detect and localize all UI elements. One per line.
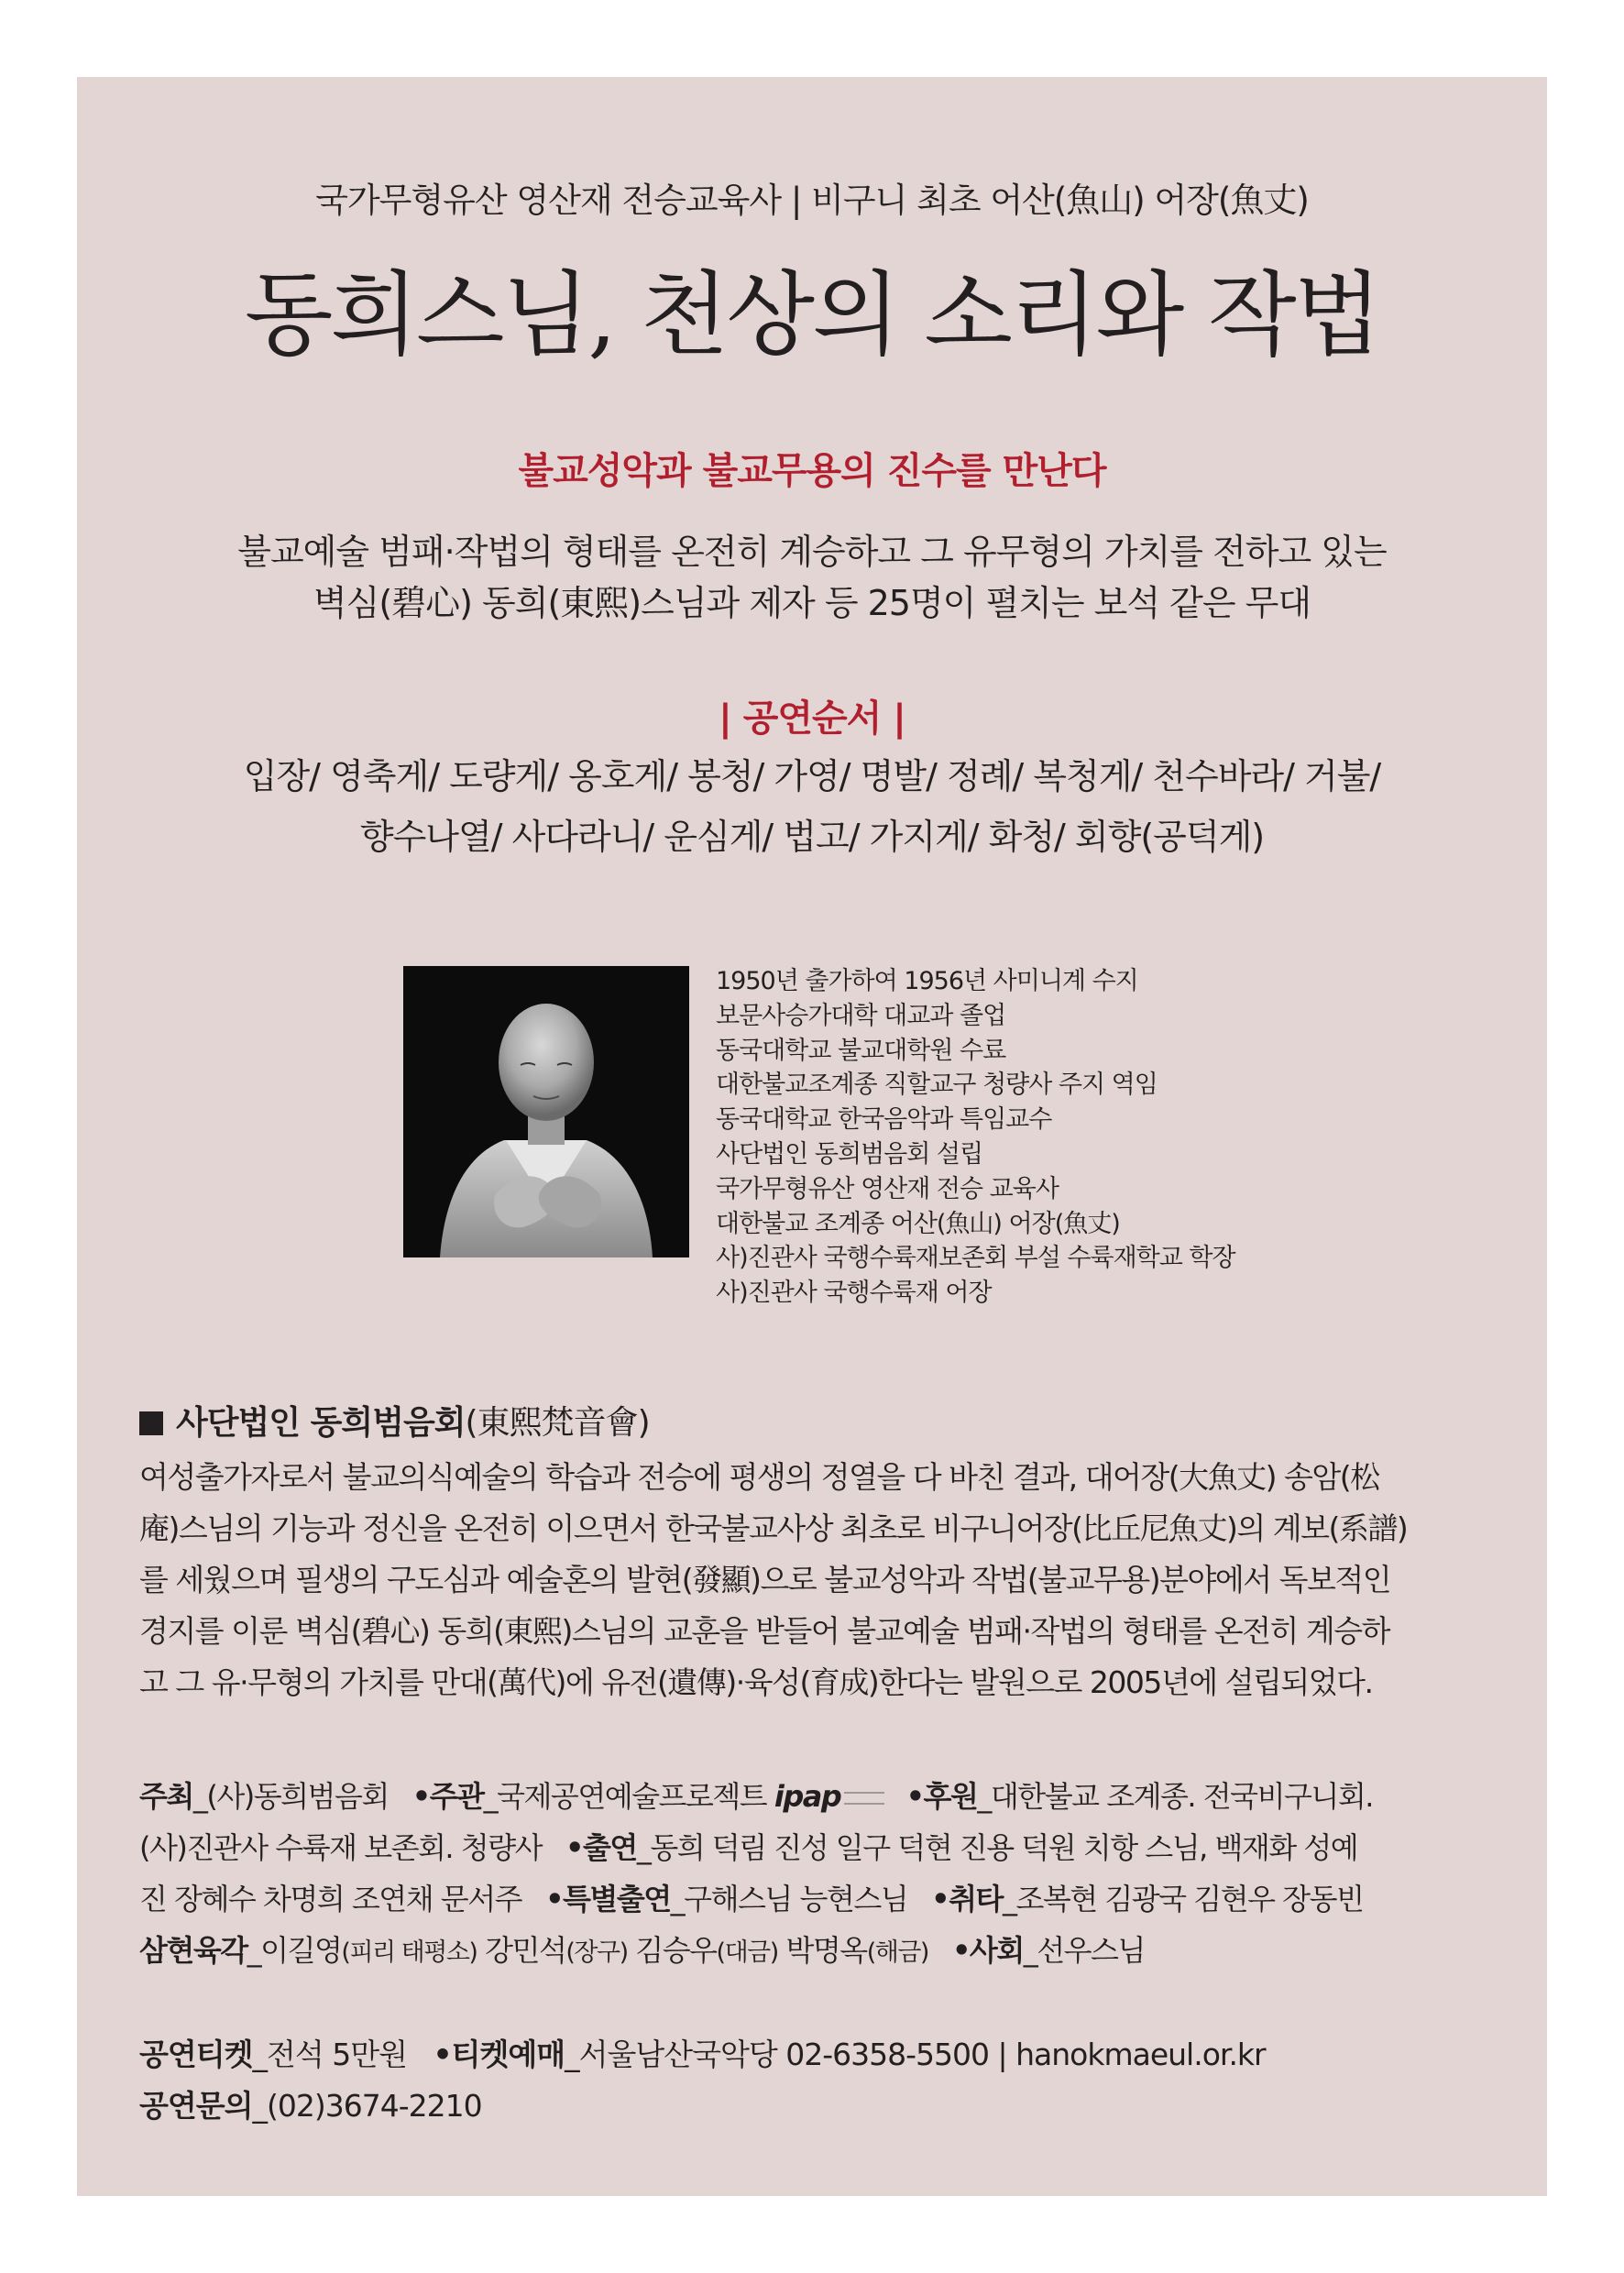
booking-label: •티켓예매 [433,2037,565,2072]
ticket-info [139,2029,1266,2132]
special-value: _구해스님 능현스님 [670,1882,908,1916]
poster-title: 동희스님, 천상의 소리와 작법 [244,261,1380,368]
monk-portrait-photo [403,966,689,1257]
samhyeon-d: 박명옥 [777,1933,867,1968]
cast-value-cont: 진 장혜수 차명희 조연채 문서주 [139,1882,522,1916]
description [77,526,1547,629]
bio-item: 동국대학교 한국음악과 특임교수 [716,1105,1052,1135]
bio-item: 사)진관사 국행수륙재보존회 부설 수륙재학교 학장 [716,1244,1235,1273]
organization-hanja: (東熙梵音會) [465,1404,650,1442]
program-heading: | 공연순서 | [719,697,905,740]
samhyeon-b: 강민석 [477,1933,566,1968]
biography-list [716,964,1235,1311]
credits-line [139,1822,1373,1873]
square-bullet-icon [139,1411,163,1435]
bio-item: 보문사승가대학 대교과 졸업 [716,1001,1006,1030]
program-list [77,746,1547,867]
samhyeon-a-note: (피리 태평소) [341,1938,477,1967]
ticket-label: 공연티켓 [139,2037,253,2072]
special-label: •특별출연 [545,1882,671,1916]
org-line: 여성출가자로서 불교의식예술의 학습과 전승에 평생의 정열을 다 바친 결과, 대어장(大魚丈) 송암(松 [139,1459,1379,1495]
cast-label: •출연 [565,1830,637,1865]
bio-item: 대한불교조계종 직할교구 청량사 주지 역임 [716,1071,1158,1100]
cast-value: _동희 덕림 진성 일구 덕현 진용 덕원 치항 스님, 백재화 성예 [636,1830,1358,1865]
ipap-logo-mark [844,1792,884,1805]
percussion-value: _조복현 김광국 김현우 장동빈 [1002,1882,1364,1916]
organizer-label: •주관 [411,1779,484,1814]
credits-line [139,1771,1373,1822]
sponsor-value: _대한불교 조계종. 전국비구니회. [977,1779,1373,1814]
samhyeon-b-note: (장구) [565,1938,628,1967]
program-line: 입장/ 영축게/ 도량게/ 옹호게/ 봉청/ 가영/ 명발/ 정례/ 복청게/ 천수바라/ 거불/ [243,756,1381,796]
description-line: 불교예술 범패·작법의 형태를 온전히 계승하고 그 유무형의 가치를 전하고 있는 [237,532,1387,572]
bio-item: 사단법인 동희범음회 설립 [716,1139,983,1169]
samhyeon-c: 김승우 [627,1933,717,1968]
description-line: 벽심(碧心) 동희(東熙)스님과 제자 등 25명이 펼치는 보석 같은 무대 [313,583,1311,623]
sponsor-label: •후원 [905,1779,978,1814]
bio-item: 1950년 출가하여 1956년 사미니계 수지 [716,967,1138,995]
percussion-label: •취타 [931,1882,1003,1916]
host-label: 주최 [139,1779,193,1814]
organizer-value: _국제공연예술프로젝트 [483,1779,767,1814]
mc-label: •사회 [951,1933,1024,1968]
bio-item: 동국대학교 불교대학원 수료 [716,1036,1006,1065]
credits-line [139,1873,1373,1925]
inquiry-line [139,2081,1266,2132]
booking-value: _서울남산국악당 02-6358-5500 | hanokmaeul.or.kr [565,2037,1266,2072]
inquiry-phone: _(02)3674-2210 [252,2088,482,2124]
samhyeon-c-note: (대금) [716,1938,778,1967]
org-line: 를 세웠으며 필생의 구도심과 예술혼의 발현(發顯)으로 불교성악과 작법(불교무용)분야에서 독보적인 [139,1562,1391,1598]
credits [139,1771,1373,1979]
bio-item: 국가무형유산 영산재 전승 교육사 [716,1174,1059,1203]
org-line: 고 그 유·무형의 가치를 만대(萬代)에 유전(遺傳)·육성(育成)한다는 발원으로 2005년에 설립되었다. [139,1664,1373,1700]
organization-name: 사단법인 동희범음회 [176,1404,466,1442]
samhyeon-a: _이길영 [247,1933,342,1968]
monk-portrait-illustration [403,966,689,1257]
program-line: 향수나열/ 사다라니/ 운심게/ 법고/ 가지게/ 화청/ 회향(공덕게) [359,817,1265,857]
bio-item: 사)진관사 국행수륙재 어장 [716,1279,992,1308]
organization-description [139,1452,1487,1708]
ticket-line [139,2029,1266,2081]
mc-value: _선우스님 [1023,1933,1145,1968]
org-line: 庵)스님의 기능과 정신을 온전히 이으면서 한국불교사상 최초로 비구니어장(比丘尼魚丈)의 계보(系譜) [139,1510,1408,1546]
samhyeon-label: 삼현육각 [139,1933,247,1968]
samhyeon-d-note: (해금) [866,1938,928,1967]
ipap-logo: ipap [774,1779,841,1814]
org-line: 경지를 이룬 벽심(碧心) 동희(東熙)스님의 교훈을 받들어 불교예술 범패·작법의 형태를 온전히 계승하 [139,1613,1389,1649]
sponsor-value-cont: (사)진관사 수륙재 보존회. 청량사 [139,1830,543,1865]
host-value: _(사)동희범음회 [192,1779,389,1814]
poster-subtitle: 불교성악과 불교무용의 진수를 만난다 [518,450,1106,492]
ticket-price: _전석 5만원 [252,2037,408,2072]
credits-line [139,1925,1373,1979]
organization-heading [139,1397,650,1444]
poster-panel [77,77,1547,2196]
top-line: 국가무형유산 영산재 전승교육사 | 비구니 최초 어산(魚山) 어장(魚丈) [315,181,1309,220]
bio-item: 대한불교 조계종 어산(魚山) 어장(魚丈) [716,1209,1120,1238]
inquiry-label: 공연문의 [139,2088,253,2124]
